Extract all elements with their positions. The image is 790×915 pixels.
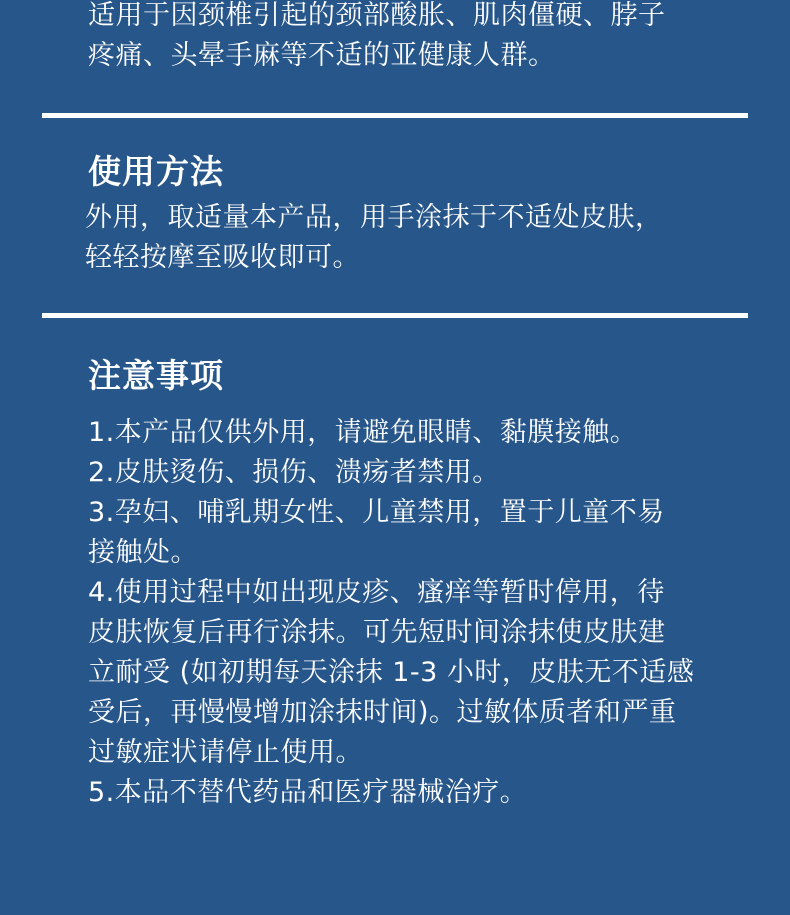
notes-text	[88, 413, 750, 813]
notes-line-3: 3.孕妇、哺乳期女性、儿童禁用，置于儿童不易	[88, 497, 665, 528]
notes-line-2: 2.皮肤烫伤、损伤、溃疡者禁用。	[88, 457, 500, 488]
notes-line-8: 受后，再慢慢增加涂抹时间)。过敏体质者和严重	[88, 697, 677, 728]
suitable-population-text	[88, 0, 750, 76]
usage-line-1: 外用，取适量本产品，用手涂抹于不适处皮肤，	[85, 202, 663, 233]
notes-line-9: 过敏症状请停止使用。	[88, 737, 363, 768]
notes-line-10: 5.本品不替代药品和医疗器械治疗。	[88, 777, 528, 808]
notes-title: 注意事项	[88, 356, 224, 395]
suitable-line-1: 适用于因颈椎引起的颈部酸胀、肌肉僵硬、脖子	[88, 0, 666, 31]
suitable-line-2: 疼痛、头晕手麻等不适的亚健康人群。	[88, 40, 556, 71]
usage-line-2: 轻轻按摩至吸收即可。	[85, 242, 360, 273]
usage-title: 使用方法	[88, 152, 224, 191]
notes-line-7: 立耐受 (如初期每天涂抹 1-3 小时，皮肤无不适感	[88, 657, 695, 688]
notes-line-4: 接触处。	[88, 537, 198, 568]
notes-line-5: 4.使用过程中如出现皮疹、瘙痒等暂时停用，待	[88, 577, 665, 608]
notes-line-1: 1.本产品仅供外用，请避免眼睛、黏膜接触。	[88, 417, 638, 448]
usage-text	[85, 198, 750, 278]
notes-line-6: 皮肤恢复后再行涂抹。可先短时间涂抹使皮肤建	[88, 617, 666, 648]
section-divider-2	[42, 313, 748, 318]
section-divider-1	[42, 113, 748, 118]
